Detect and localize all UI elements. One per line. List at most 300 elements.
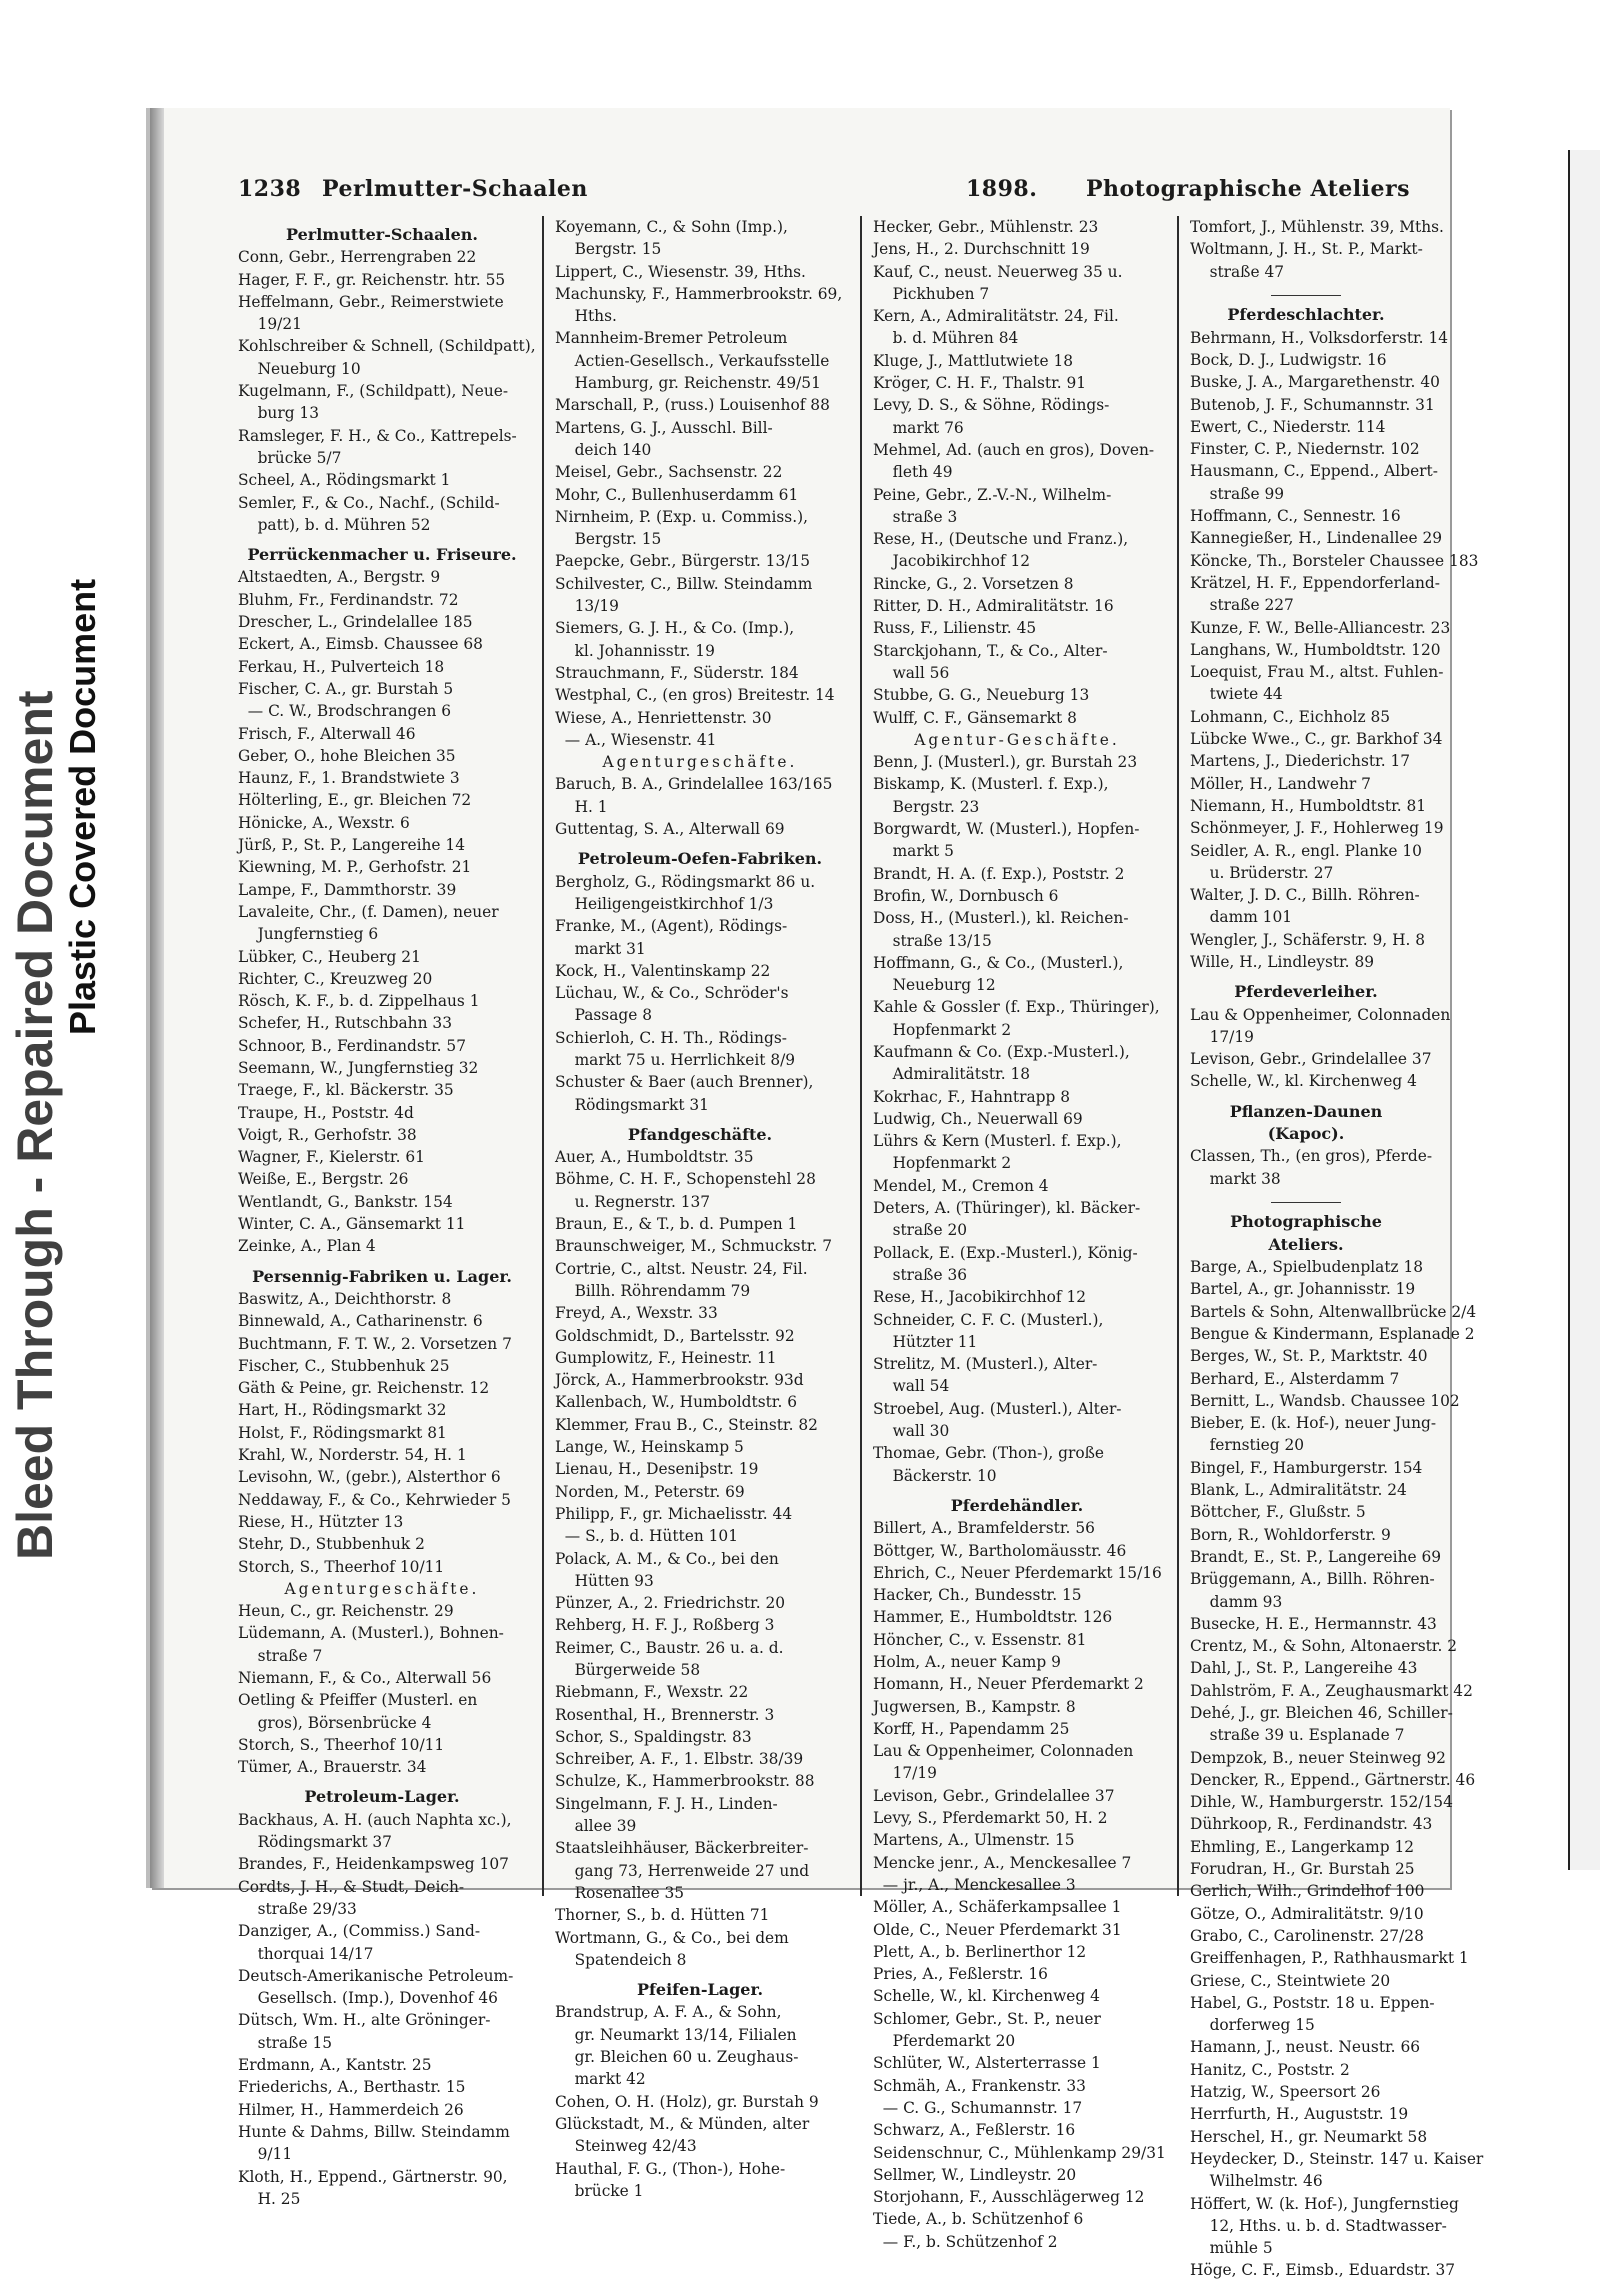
adjacent-page-edge <box>1568 150 1600 1870</box>
directory-entry: Jugwersen, B., Kampstr. 8 <box>873 1697 1076 1716</box>
directory-entry: straße 36 <box>873 1265 968 1284</box>
directory-entry: Hoffmann, C., Sennestr. 16 <box>1190 507 1401 526</box>
directory-entry: Gesellsch. (Imp.), Dovenhof 46 <box>238 1989 498 2008</box>
section-heading: Pfandgeschäfte. <box>627 1124 773 1144</box>
directory-entry: Haunz, F., 1. Brandstwiete 3 <box>238 769 460 788</box>
directory-entry: Bartels & Sohn, Altenwallbrücke 2/4 <box>1190 1302 1477 1321</box>
directory-entry: Seidler, A. R., engl. Planke 10 <box>1190 841 1422 860</box>
directory-entry: Hölterling, E., gr. Bleichen 72 <box>238 791 472 810</box>
directory-entry: Starckjohann, T., & Co., Alter- <box>873 641 1108 660</box>
directory-entry: Kugelmann, F., (Schildpatt), Neue- <box>238 382 509 401</box>
directory-entry: markt 42 <box>555 2070 646 2089</box>
directory-entry: Busecke, H. E., Hermannstr. 43 <box>1190 1614 1437 1633</box>
directory-entry: Freyd, A., Wexstr. 33 <box>555 1304 718 1323</box>
directory-entry: Kahle & Gossler (f. Exp., Thüringer), <box>873 998 1160 1017</box>
directory-column-1 <box>238 216 536 2210</box>
directory-entry: Storjohann, F., Ausschlägerweg 12 <box>873 2188 1145 2207</box>
directory-entry: Mannheim-Bremer Petroleum <box>555 329 788 348</box>
directory-entry: Barge, A., Spielbudenplatz 18 <box>1190 1258 1424 1277</box>
directory-column-4 <box>1190 216 1484 2282</box>
section-heading: Pferdeschlachter. <box>1227 305 1385 325</box>
directory-entry: Staatsleihhäuser, Bäckerbreiter- <box>555 1839 809 1858</box>
directory-entry: Wille, H., Lindleystr. 89 <box>1190 953 1375 971</box>
directory-entry: Actien-Gesellsch., Verkaufsstelle <box>555 351 830 370</box>
directory-entry: markt 38 <box>1190 1169 1281 1188</box>
directory-entry: Dütsch, Wm. H., alte Gröninger- <box>238 2011 491 2030</box>
directory-entry: Berhard, E., Alsterdamm 7 <box>1190 1369 1400 1388</box>
directory-entry: Singelmann, F. J. H., Linden- <box>555 1794 778 1813</box>
directory-entry: markt 31 <box>555 939 646 958</box>
directory-entry: mühle 5 <box>1190 2239 1273 2258</box>
directory-entry: Olde, C., Neuer Pferdemarkt 31 <box>873 1920 1122 1939</box>
directory-entry: Neueburg 12 <box>873 976 996 995</box>
directory-entry: Brofin, W., Dornbusch 6 <box>873 886 1059 905</box>
directory-entry: twiete 44 <box>1190 685 1283 704</box>
directory-entry: Buchtmann, F. T. W., 2. Vorsetzen 7 <box>238 1334 512 1353</box>
directory-entry: Griese, C., Steintwiete 20 <box>1190 1971 1391 1990</box>
directory-entry: wall 54 <box>873 1377 950 1396</box>
directory-entry: Lüdemann, A. (Musterl.), Bohnen- <box>238 1624 504 1643</box>
directory-entry: Strelitz, M. (Musterl.), Alter- <box>873 1355 1098 1374</box>
directory-entry: Levy, D. S., & Söhne, Rödings- <box>873 396 1110 415</box>
directory-entry: Wentlandt, G., Bankstr. 154 <box>238 1192 453 1211</box>
subsection-heading: Agenturgeschäfte. <box>284 1579 480 1598</box>
directory-entry: Lippert, C., Wiesenstr. 39, Hths. <box>555 262 806 281</box>
directory-entry: Götze, O., Admiralitätstr. 9/10 <box>1190 1904 1424 1923</box>
directory-entry: Dührkoop, R., Ferdinandstr. 43 <box>1190 1815 1433 1834</box>
directory-entry: Steinweg 42/43 <box>555 2137 697 2156</box>
year-label: 1898. <box>966 176 1038 202</box>
directory-entry: Martens, J., Diederichstr. 17 <box>1190 752 1411 771</box>
directory-entry: Heiligengeistkirchhof 1/3 <box>555 894 774 913</box>
directory-entry: Richter, C., Kreuzweg 20 <box>238 969 433 988</box>
directory-entry: Schelle, W., kl. Kirchenweg 4 <box>1190 1072 1417 1091</box>
section-rule <box>1271 295 1341 297</box>
directory-entry: Eckert, A., Eimsb. Chaussee 68 <box>238 635 483 654</box>
directory-entry: Buske, J. A., Margarethenstr. 40 <box>1190 373 1440 392</box>
section-heading: Petroleum-Oefen-Fabriken. <box>577 849 823 869</box>
directory-entry: 13/19 <box>555 597 619 616</box>
directory-entry: Hamann, J., neust. Neustr. 66 <box>1190 2038 1421 2057</box>
directory-entry: Schilvester, C., Billw. Steindamm <box>555 574 813 593</box>
section-heading: Perlmutter-Schaalen. <box>285 225 478 244</box>
directory-entry: Krahl, W., Norderstr. 54, H. 1 <box>238 1446 467 1465</box>
directory-entry: Behrmann, H., Volksdorferstr. 14 <box>1190 328 1449 347</box>
directory-entry: Seidenschnur, C., Mühlenkamp 29/31 <box>873 2143 1166 2162</box>
directory-entry: Tomfort, J., Mühlenstr. 39, Mths. <box>1190 218 1444 236</box>
directory-entry: Stehr, D., Stubbenhuk 2 <box>238 1535 425 1554</box>
directory-entry: Kauf, C., neust. Neuerweg 35 u. <box>873 262 1123 281</box>
directory-entry: — jr., A., Menckesallee 3 <box>873 1875 1076 1894</box>
directory-entry: Bluhm, Fr., Ferdinandstr. 72 <box>238 590 459 609</box>
column-divider <box>542 216 544 1896</box>
directory-entry: Levisohn, W., (gebr.), Alsterthor 6 <box>238 1468 501 1487</box>
directory-entry: Hecker, Gebr., Mühlenstr. 23 <box>873 218 1099 236</box>
directory-entry: Hopfenmarkt 2 <box>873 1020 1012 1039</box>
directory-entry: wall 30 <box>873 1422 950 1441</box>
directory-entry: Scheel, A., Rödingsmarkt 1 <box>238 471 451 490</box>
directory-entry: Schulze, K., Hammerbrookstr. 88 <box>555 1772 815 1791</box>
section-heading: Pferdeverleiher. <box>1234 982 1378 1002</box>
directory-entry: Bergstr. 15 <box>555 240 662 259</box>
directory-column-2 <box>555 216 845 2202</box>
directory-entry: Schlüter, W., Alsterterrasse 1 <box>873 2054 1101 2073</box>
directory-entry: Dehé, J., gr. Bleichen 46, Schiller- <box>1190 1704 1453 1722</box>
page-number: 1238 <box>238 176 302 202</box>
directory-entry: Rese, H., (Deutsche und Franz.), <box>873 530 1129 549</box>
directory-entry: Brandes, F., Heidenkampsweg 107 <box>238 1855 509 1874</box>
directory-entry: Traupe, H., Poststr. 4d <box>238 1103 414 1122</box>
directory-entry: Conn, Gebr., Herrengraben 22 <box>238 248 477 267</box>
directory-entry: Schmäh, A., Frankenstr. 33 <box>873 2076 1086 2095</box>
directory-entry: Bengue & Kindermann, Esplanade 2 <box>1190 1324 1475 1343</box>
directory-entry: Russ, F., Lilienstr. 45 <box>873 619 1037 638</box>
section-heading: Pfeifen-Lager. <box>636 1980 764 2000</box>
directory-entry: Frisch, F., Alterwall 46 <box>238 724 416 743</box>
directory-entry: Lau & Oppenheimer, Colonnaden <box>873 1742 1134 1761</box>
directory-entry: Finster, C. P., Niedernstr. 102 <box>1190 440 1420 459</box>
directory-entry: Lau & Oppenheimer, Colonnaden <box>1190 1005 1451 1024</box>
directory-entry: Borgwardt, W. (Musterl.), Hopfen- <box>873 820 1140 839</box>
directory-entry: Doss, H., (Musterl.), kl. Reichen- <box>873 909 1129 928</box>
directory-entry: Lavaleite, Chr., (f. Damen), neuer <box>238 902 499 921</box>
directory-entry: Holst, F., Rödingsmarkt 81 <box>238 1423 447 1442</box>
directory-entry: Rödingsmarkt 31 <box>555 1095 709 1114</box>
directory-entry: Kaufmann & Co. (Exp.-Musterl.), <box>873 1042 1130 1061</box>
directory-entry: Bäckerstr. 10 <box>873 1466 997 1485</box>
directory-entry: Baruch, B. A., Grindelallee 163/165 <box>555 775 833 794</box>
directory-entry: Traege, F., kl. Bäckerstr. 35 <box>238 1081 454 1100</box>
directory-entry: Lübcke Wwe., C., gr. Barkhof 34 <box>1190 730 1443 749</box>
directory-entry: Plett, A., b. Berlinerthor 12 <box>873 1942 1087 1961</box>
directory-entry: Ferkau, H., Pulverteich 18 <box>238 657 445 676</box>
directory-entry: Schelle, W., kl. Kirchenweg 4 <box>873 1987 1100 2006</box>
directory-entry: Rehberg, H. F. J., Roßberg 3 <box>555 1616 775 1635</box>
directory-entry: Ritter, D. H., Admiralitätstr. 16 <box>873 597 1114 616</box>
directory-entry: Bergstr. 23 <box>873 797 980 816</box>
directory-entry: Fischer, C. A., gr. Burstah 5 <box>238 679 454 698</box>
directory-entry: — S., b. d. Hütten 101 <box>555 1527 739 1546</box>
directory-entry: Mehmel, Ad. (auch en gros), Doven- <box>873 440 1155 459</box>
directory-entry: Möller, H., Landwehr 7 <box>1190 774 1371 793</box>
directory-entry: Rosenthal, H., Brennerstr. 3 <box>555 1705 775 1724</box>
directory-entry: u. Brüderstr. 27 <box>1190 863 1334 882</box>
directory-entry: Lührs & Kern (Musterl. f. Exp.), <box>873 1132 1122 1151</box>
directory-entry: Dahlström, F. A., Zeughausmarkt 42 <box>1190 1681 1473 1700</box>
directory-entry: Herschel, H., gr. Neumarkt 58 <box>1190 2127 1428 2146</box>
directory-entry: Binnewald, A., Catharinenstr. 6 <box>238 1312 483 1331</box>
directory-entry: Grabo, C., Carolinenstr. 27/28 <box>1190 1926 1424 1945</box>
directory-entry: Dihle, W., Hamburgerstr. 152/154 <box>1190 1793 1453 1812</box>
directory-entry: Auer, A., Humboldtstr. 35 <box>555 1148 754 1167</box>
directory-entry: Levison, Gebr., Grindelallee 37 <box>1190 1050 1432 1069</box>
directory-entry: Machunsky, F., Hammerbrookstr. 69, <box>555 284 843 303</box>
directory-entry: Friederichs, A., Berthastr. 15 <box>238 2078 466 2097</box>
directory-entry: Siemers, G. J. H., & Co. (Imp.), <box>555 619 795 638</box>
directory-entry: Heun, C., gr. Reichenstr. 29 <box>238 1602 454 1621</box>
directory-entry: Lienau, H., Deseniþstr. 19 <box>555 1460 759 1479</box>
directory-entry: Peine, Gebr., Z.-V.-N., Wilhelm- <box>873 485 1112 504</box>
directory-entry: Polack, A. M., & Co., bei den <box>555 1549 779 1568</box>
directory-entry: Möller, A., Schäferkampsallee 1 <box>873 1898 1122 1917</box>
directory-entry: Berges, W., St. P., Marktstr. 40 <box>1190 1347 1428 1366</box>
directory-entry: Riese, H., Hützter 13 <box>238 1512 404 1531</box>
directory-entry: Rosenallee 35 <box>555 1883 685 1902</box>
directory-entry: Hoffmann, G., & Co., (Musterl.), <box>873 953 1124 972</box>
directory-entry: Jürß, P., St. P., Langereihe 14 <box>238 836 465 855</box>
directory-entry: Winter, C. A., Gänsemarkt 11 <box>238 1215 466 1234</box>
directory-entry: straße 29/33 <box>238 1899 357 1918</box>
directory-entry: Hart, H., Rödingsmarkt 32 <box>238 1401 447 1420</box>
directory-entry: Holm, A., neuer Kamp 9 <box>873 1653 1061 1671</box>
directory-entry: allee 39 <box>555 1817 637 1836</box>
directory-entry: markt 5 <box>873 842 954 861</box>
directory-entry: Admiralitätstr. 18 <box>873 1065 1031 1084</box>
directory-entry: Kluge, J., Mattlutwiete 18 <box>873 351 1074 370</box>
directory-entry: Wortmann, G., & Co., bei dem <box>555 1928 789 1947</box>
directory-entry: Brandt, E., St. P., Langereihe 69 <box>1190 1547 1442 1566</box>
directory-entry: b. d. Mühren 84 <box>873 329 1019 348</box>
directory-entry: 17/19 <box>1190 1027 1254 1046</box>
directory-entry: Baswitz, A., Deichthorstr. 8 <box>238 1289 452 1308</box>
directory-entry: Ehrich, C., Neuer Pferdemarkt 15/16 <box>873 1563 1162 1582</box>
directory-entry: Weiße, E., Bergstr. 26 <box>238 1170 409 1189</box>
directory-entry: Thomae, Gebr. (Thon-), große <box>873 1444 1105 1463</box>
directory-entry: Rödingsmarkt 37 <box>238 1833 392 1852</box>
directory-entry: Tiede, A., b. Schützenhof 6 <box>873 2210 1084 2229</box>
directory-entry: Pries, A., Feßlerstr. 16 <box>873 1965 1048 1984</box>
directory-entry: Billert, A., Bramfelderstr. 56 <box>873 1519 1095 1538</box>
directory-entry: Brandstrup, A. F. A., & Sohn, <box>555 2003 782 2022</box>
section-heading: Petroleum-Lager. <box>304 1787 460 1807</box>
directory-entry: straße 20 <box>873 1221 968 1240</box>
directory-entry: Cohen, O. H. (Holz), gr. Burstah 9 <box>555 2092 819 2111</box>
directory-entry: Bergholz, G., Rödingsmarkt 86 u. <box>555 872 816 891</box>
directory-entry: Hützter 11 <box>873 1332 978 1351</box>
directory-entry: Norden, M., Peterstr. 69 <box>555 1482 745 1501</box>
directory-entry: Philipp, F., gr. Michaelisstr. 44 <box>555 1504 793 1523</box>
directory-entry: Ludwig, Ch., Neuerwall 69 <box>873 1109 1083 1128</box>
directory-entry: Woltmann, J. H., St. P., Markt- <box>1190 240 1423 259</box>
bleed-through-label: Bleed Through - Repaired Document <box>7 690 63 1560</box>
directory-entry: Rösch, K. F., b. d. Zippelhaus 1 <box>238 992 480 1011</box>
directory-entry: Danziger, A., (Commiss.) Sand- <box>238 1922 481 1941</box>
directory-entry: Lüchau, W., & Co., Schröder's <box>555 984 789 1003</box>
directory-entry: Kallenbach, W., Humboldtstr. 6 <box>555 1393 798 1412</box>
directory-entry: Brandt, H. A. (f. Exp.), Poststr. 2 <box>873 864 1125 883</box>
directory-entry: Ramsleger, F. H., & Co., Kattrepels- <box>238 426 517 445</box>
directory-entry: H. 1 <box>555 797 608 816</box>
directory-entry: Riebmann, F., Wexstr. 22 <box>555 1683 749 1702</box>
directory-entry: Storch, S., Theerhof 10/11 <box>238 1557 445 1576</box>
directory-entry: Schönmeyer, J. F., Hohlerweg 19 <box>1190 819 1444 838</box>
directory-entry: Loequist, Frau M., altst. Fuhlen- <box>1190 663 1444 682</box>
directory-entry: Schuster & Baer (auch Brenner), <box>555 1073 814 1092</box>
directory-entry: Schreiber, A. F., 1. Elbstr. 38/39 <box>555 1750 804 1769</box>
directory-entry: Deters, A. (Thüringer), kl. Bäcker- <box>873 1199 1141 1218</box>
directory-entry: Gerlich, Wilh., Grindelhof 100 <box>1190 1882 1425 1901</box>
directory-entry: Hager, F. F., gr. Reichenstr. htr. 55 <box>238 270 506 289</box>
directory-entry: Kannegießer, H., Lindenallee 29 <box>1190 529 1443 548</box>
directory-entry: markt 75 u. Herrlichkeit 8/9 <box>555 1050 796 1069</box>
directory-entry: Levison, Gebr., Grindelallee 37 <box>873 1786 1115 1805</box>
directory-entry: straße 7 <box>238 1646 323 1665</box>
directory-entry: Born, R., Wohldorferstr. 9 <box>1190 1525 1391 1544</box>
directory-entry: Korff, H., Papendamm 25 <box>873 1719 1070 1738</box>
directory-entry: gr. Bleichen 60 u. Zeughaus- <box>555 2048 799 2067</box>
directory-entry: Hauthal, F. G., (Thon-), Hohe- <box>555 2159 786 2178</box>
directory-entry: Storch, S., Theerhof 10/11 <box>238 1735 445 1754</box>
directory-entry: Erdmann, A., Kantstr. 25 <box>238 2056 432 2075</box>
directory-entry: Kern, A., Admiralitätstr. 24, Fil. <box>873 307 1119 326</box>
section-heading: Persennig-Fabriken u. Lager. <box>252 1266 512 1286</box>
directory-entry: patt), b. d. Mühren 52 <box>238 515 431 534</box>
directory-entry: deich 140 <box>555 440 652 459</box>
directory-entry: Jörck, A., Hammerbrookstr. 93d <box>555 1371 804 1390</box>
directory-entry: Wengler, J., Schäferstr. 9, H. 8 <box>1190 930 1426 949</box>
directory-entry: Hopfenmarkt 2 <box>873 1154 1012 1173</box>
directory-entry: Kokrhac, F., Hahntrapp 8 <box>873 1087 1071 1106</box>
directory-entry: Niemann, F., & Co., Alterwall 56 <box>238 1669 492 1687</box>
directory-entry: Mohr, C., Bullenhuserdamm 61 <box>555 485 799 504</box>
directory-entry: Kunze, F. W., Belle-Alliancestr. 23 <box>1190 618 1451 637</box>
directory-entry: Meisel, Gebr., Sachsenstr. 22 <box>555 463 783 482</box>
section-heading: Pflanzen-Daunen (Kapoc). <box>1229 1101 1383 1144</box>
directory-entry: Neddaway, F., & Co., Kehrwieder 5 <box>238 1490 511 1509</box>
directory-entry: Schierloh, C. H. Th., Rödings- <box>555 1028 787 1047</box>
directory-entry: Braunschweiger, M., Schmuckstr. 7 <box>555 1237 832 1256</box>
directory-entry: Nirnheim, P. (Exp. u. Commiss.), <box>555 507 808 526</box>
directory-entry: Guttentag, S. A., Alterwall 69 <box>555 820 785 839</box>
directory-entry: Wiese, A., Henriettenstr. 30 <box>555 708 772 727</box>
directory-entry: u. Regnerstr. 137 <box>555 1192 711 1211</box>
directory-entry: Blank, L., Admiralitätstr. 24 <box>1190 1481 1407 1500</box>
right-running-title: Photographische Ateliers <box>1086 176 1410 202</box>
directory-entry: Köncke, Th., Borsteler Chaussee 183 <box>1190 551 1479 570</box>
directory-entry: Backhaus, A. H. (auch Naphta xc.), <box>238 1810 512 1829</box>
directory-entry: Jens, H., 2. Durchschnitt 19 <box>873 240 1090 259</box>
directory-entry: kl. Johannisstr. 19 <box>555 641 715 660</box>
directory-entry: straße 39 u. Esplanade 7 <box>1190 1726 1405 1745</box>
directory-entry: Homann, H., Neuer Pferdemarkt 2 <box>873 1675 1144 1694</box>
directory-entry: brücke 1 <box>555 2181 644 2200</box>
directory-entry: Kröger, C. H. F., Thalstr. 91 <box>873 374 1087 393</box>
directory-entry: Passage 8 <box>555 1006 653 1025</box>
directory-entry: Paepcke, Gebr., Bürgerstr. 13/15 <box>555 552 811 571</box>
directory-entry: Schnoor, B., Ferdinandstr. 57 <box>238 1036 467 1055</box>
directory-entry: Wilhelmstr. 46 <box>1190 2172 1323 2191</box>
directory-entry: Seemann, W., Jungfernstieg 32 <box>238 1058 479 1077</box>
directory-entry: Hanitz, C., Poststr. 2 <box>1190 2060 1350 2079</box>
directory-entry: Zeinke, A., Plan 4 <box>238 1237 376 1256</box>
directory-entry: Walter, J. D. C., Billh. Röhren- <box>1190 886 1420 905</box>
directory-entry: Höffert, W. (k. Hof-), Jungfernstieg <box>1190 2194 1459 2213</box>
directory-entry: 9/11 <box>238 2145 293 2164</box>
directory-entry: Braun, E., & T., b. d. Pumpen 1 <box>555 1215 798 1234</box>
directory-entry: Ehmling, E., Langerkamp 12 <box>1190 1837 1415 1856</box>
directory-entry: Schor, S., Spaldingstr. 83 <box>555 1727 752 1746</box>
directory-entry: Thorner, S., b. d. Hütten 71 <box>555 1906 770 1925</box>
directory-entry: Herrfurth, H., Auguststr. 19 <box>1190 2105 1409 2124</box>
directory-entry: straße 13/15 <box>873 931 992 950</box>
directory-entry: Klemmer, Frau B., C., Steinstr. 82 <box>555 1415 818 1434</box>
directory-entry: 17/19 <box>873 1764 937 1783</box>
directory-entry: Tümer, A., Brauerstr. 34 <box>238 1758 427 1777</box>
directory-entry: Hütten 93 <box>555 1571 654 1590</box>
directory-entry: Stroebel, Aug. (Musterl.), Alter- <box>873 1399 1122 1418</box>
directory-entry: Bingel, F., Hamburgerstr. 154 <box>1190 1458 1423 1477</box>
directory-entry: Benn, J. (Musterl.), gr. Burstah 23 <box>873 753 1138 772</box>
directory-entry: markt 76 <box>873 418 964 437</box>
directory-entry: Greiffenhagen, P., Rathhausmarkt 1 <box>1190 1949 1469 1968</box>
directory-entry: Biskamp, K. (Musterl. f. Exp.), <box>873 775 1109 794</box>
directory-entry: Kock, H., Valentinskamp 22 <box>555 961 771 980</box>
directory-entry: Gäth & Peine, gr. Reichenstr. 12 <box>238 1379 490 1398</box>
directory-entry: thorquai 14/17 <box>238 1944 374 1963</box>
directory-entry: Habel, G., Poststr. 18 u. Eppen- <box>1190 1993 1435 2012</box>
section-rule <box>1271 1202 1341 1204</box>
directory-entry: Hacker, Ch., Bundesstr. 15 <box>873 1586 1082 1605</box>
directory-entry: Drescher, L., Grindelallee 185 <box>238 613 473 632</box>
directory-entry: Wulff, C. F., Gänsemarkt 8 <box>873 708 1077 727</box>
directory-entry: Dahl, J., St. P., Langereihe 43 <box>1190 1659 1418 1678</box>
directory-entry: fernstieg 20 <box>1190 1436 1305 1455</box>
directory-entry: Dencker, R., Eppend., Gärtnerstr. 46 <box>1190 1770 1476 1789</box>
directory-entry: Schefer, H., Rutschbahn 33 <box>238 1014 452 1033</box>
directory-entry: Jungfernstieg 6 <box>238 925 379 944</box>
directory-entry: Bürgerweide 58 <box>555 1661 701 1679</box>
directory-entry: Spatendeich 8 <box>555 1950 687 1969</box>
directory-entry: wall 56 <box>873 663 950 682</box>
directory-entry: Langhans, W., Humboldtstr. 120 <box>1190 640 1441 659</box>
directory-column-3 <box>873 216 1166 2253</box>
directory-entry: Marschall, P., (russ.) Louisenhof 88 <box>555 396 830 415</box>
directory-entry: Kiewning, M. P., Gerhofstr. 21 <box>238 858 472 877</box>
directory-entry: Heydecker, D., Steinstr. 147 u. Kaiser <box>1190 2149 1484 2168</box>
directory-entry: Dempzok, B., neuer Steinweg 92 <box>1190 1748 1446 1767</box>
directory-entry: straße 3 <box>873 507 958 526</box>
directory-entry: — F., b. Schützenhof 2 <box>873 2232 1058 2251</box>
directory-entry: Hatzig, W., Speersort 26 <box>1190 2083 1381 2102</box>
directory-entry: Pünzer, A., 2. Friedrichstr. 20 <box>555 1594 786 1613</box>
directory-entry: Hunte & Dahms, Billw. Steindamm <box>238 2122 510 2141</box>
directory-entry: burg 13 <box>238 404 320 423</box>
directory-entry: Hönicke, A., Wexstr. 6 <box>238 813 410 832</box>
directory-entry: gang 73, Herrenweide 27 und <box>555 1861 810 1880</box>
directory-entry: Goldschmidt, D., Bartelsstr. 92 <box>555 1326 795 1345</box>
directory-entry: Höncher, C., v. Essenstr. 81 <box>873 1630 1087 1649</box>
directory-entry: 19/21 <box>238 315 302 334</box>
directory-entry: Hths. <box>555 307 617 326</box>
directory-entry: Altstaedten, A., Bergstr. 9 <box>238 568 441 587</box>
directory-entry: Fischer, C., Stubbenhuk 25 <box>238 1356 450 1375</box>
directory-entry: Heffelmann, Gebr., Reimerstwiete <box>238 292 504 311</box>
directory-entry: Martens, G. J., Ausschl. Bill- <box>555 418 773 437</box>
directory-entry: Deutsch-Amerikanische Petroleum- <box>238 1966 514 1985</box>
directory-entry: Ewert, C., Niederstr. 114 <box>1190 417 1386 436</box>
directory-entry: Pferdemarkt 20 <box>873 2032 1016 2051</box>
directory-entry: Semler, F., & Co., Nachf., (Schild- <box>238 493 500 512</box>
directory-entry: Niemann, H., Humboldtstr. 81 <box>1190 796 1427 815</box>
plastic-covered-label: Plastic Covered Document <box>62 578 103 1035</box>
column-divider <box>860 216 862 1896</box>
directory-entry: Wagner, F., Kielerstr. 61 <box>238 1148 425 1167</box>
directory-entry: Sellmer, W., Lindleystr. 20 <box>873 2165 1077 2184</box>
directory-entry: Lampe, F., Dammthorstr. 39 <box>238 880 457 899</box>
directory-entry: Kohlschreiber & Schnell, (Schildpatt), <box>238 337 536 356</box>
directory-entry: Levy, S., Pferdemarkt 50, H. 2 <box>873 1809 1108 1828</box>
directory-entry: Schneider, C. F. C. (Musterl.), <box>873 1310 1104 1329</box>
